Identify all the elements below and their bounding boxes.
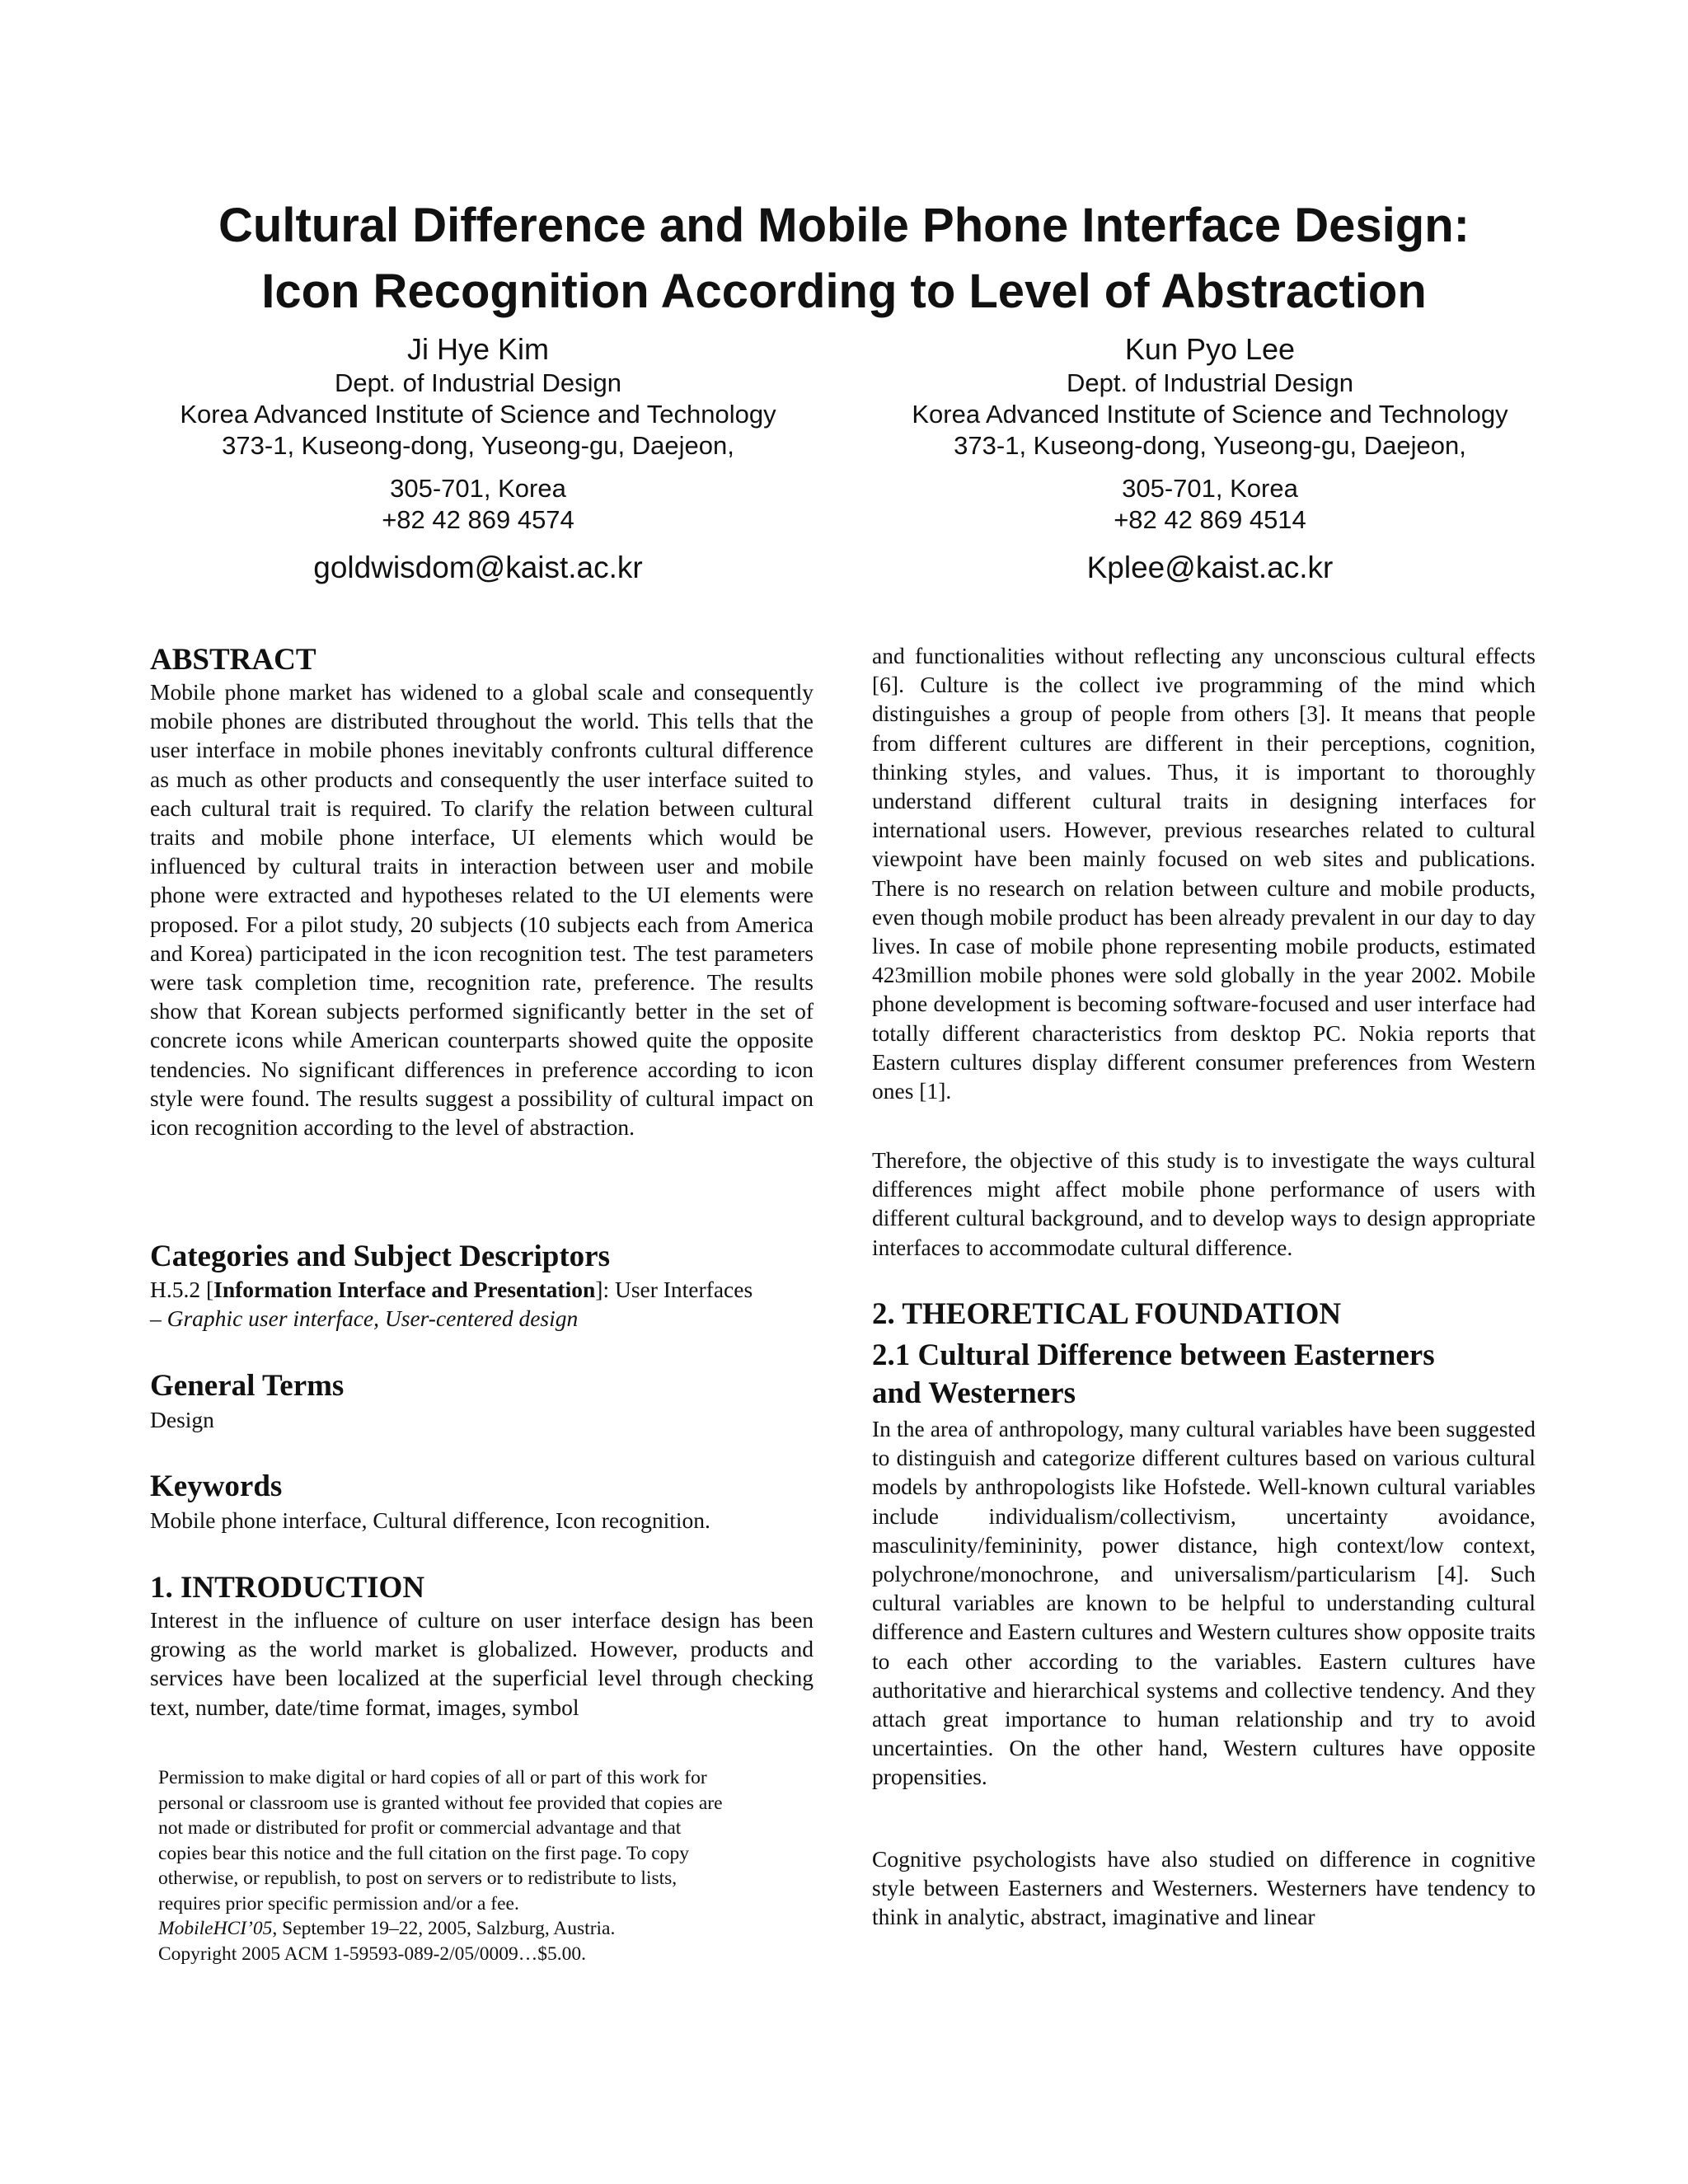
author-dept: Dept. of Industrial Design <box>1066 368 1354 397</box>
author-phone: +82 42 869 4574 <box>382 505 574 534</box>
categories-text <box>150 1275 814 1333</box>
author-institute: Korea Advanced Institute of Science and Technology <box>912 400 1508 429</box>
permission-venue <box>158 1916 809 1942</box>
permission-block <box>158 1765 809 1966</box>
author-name: Kun Pyo Lee <box>1124 332 1296 366</box>
permission-line: copies bear this notice and the full citation on the first page. To copy <box>158 1842 689 1864</box>
section2-text-2: Cognitive psychologists have also studied on difference in cognitive style between Easterners and Westerners. Westerners have tendency to think in analytic, abstract, imaginative and linear <box>872 1846 1536 1930</box>
categories-italic: – Graphic user interface, User-centered design <box>150 1305 579 1332</box>
author-name: Ji Hye Kim <box>406 332 550 366</box>
intro-text-left: Interest in the influence of culture on user interface design has been growing as the world market is globalized. However, products and services have been localized at the superficial level through checking text, number, date/time format, images, symbol <box>150 1607 814 1720</box>
author-postal: 305-701, Korea <box>1122 474 1298 503</box>
permission-line: otherwise, or republish, to post on servers or to redistribute to lists, <box>158 1868 678 1889</box>
abstract-heading: ABSTRACT <box>150 643 316 677</box>
intro-heading: 1. INTRODUCTION <box>150 1571 425 1605</box>
keywords-text: Mobile phone interface, Cultural difference, Icon recognition. <box>150 1507 710 1533</box>
author-address: 373-1, Kuseong-dong, Yuseong-gu, Daejeon, <box>954 431 1466 460</box>
paper-title-line-2: Icon Recognition According to Level of Abstraction <box>261 265 1427 318</box>
keywords-heading: Keywords <box>150 1469 283 1503</box>
permission-line: personal or classroom use is granted without fee provided that copies are <box>158 1792 723 1814</box>
section2-1-heading-line-2: and Westerners <box>872 1376 1076 1410</box>
venue-details: , September 19–22, 2005, Salzburg, Austria. <box>272 1918 616 1939</box>
permission-line: Permission to make digital or hard copies of all or part of this work for <box>158 1767 707 1788</box>
venue-name: MobileHCI’05 <box>158 1918 273 1939</box>
paper-title-line-1: Cultural Difference and Mobile Phone Interface Design: <box>218 199 1470 252</box>
categories-heading: Categories and Subject Descriptors <box>150 1240 610 1273</box>
author-phone: +82 42 869 4514 <box>1114 505 1306 534</box>
categories-rest: ]: User Interfaces <box>595 1277 753 1302</box>
author-postal: 305-701, Korea <box>390 474 566 503</box>
author-email[interactable]: goldwisdom@kaist.ac.kr <box>313 551 643 584</box>
categories-code: H.5.2 [ <box>150 1277 214 1302</box>
general-terms-heading: General Terms <box>150 1369 345 1403</box>
permission-line: not made or distributed for profit or commercial advantage and that <box>158 1817 682 1839</box>
author-institute: Korea Advanced Institute of Science and Technology <box>180 400 776 429</box>
intro-objective: Therefore, the objective of this study is to investigate the ways cultural differences might affect mobile phone performance of users with different cultural background, and to develop ways to design appropriate interfaces to accommodate cultural difference. <box>872 1147 1536 1260</box>
section2-text: In the area of anthropology, many cultural variables have been suggested to distinguish and categorize different cultures based on various cultural models by anthropologists like Hofstede. Well-known cultural variables include individualism/collectivism, uncertainty avoidance, masculinity/femininity, power distance, high context/low context, polychrone/monochrone, and universalism/particularism [4]. Such cultural variables are known to be helpful to understanding cultural difference and Eastern cultures and Western cultures show opposite traits to each other according to the variables. Eastern cultures have authoritative and hierarchical systems and collective tendency. And they attach great importance to human relationship and try to avoid uncertainties. On the other hand, Western cultures have opposite propensities. <box>872 1416 1536 1790</box>
categories-bold: Information Interface and Presentation <box>213 1277 596 1302</box>
section2-1-heading-line-1: 2.1 Cultural Difference between Easterners <box>872 1338 1435 1372</box>
section2-heading: 2. THEORETICAL FOUNDATION <box>872 1297 1342 1331</box>
author-address: 373-1, Kuseong-dong, Yuseong-gu, Daejeon, <box>222 431 734 460</box>
permission-line: requires prior specific permission and/or a fee. <box>158 1892 519 1915</box>
author-email[interactable]: Kplee@kaist.ac.kr <box>1086 551 1334 584</box>
author-dept: Dept. of Industrial Design <box>334 368 622 397</box>
general-terms-text: Design <box>150 1407 214 1432</box>
intro-text-right: and functionalities without reflecting any unconscious cultural effects [6]. Culture is the collect ive programming of the mind which distinguishes a group of people from others [3]. It means that people from different cultures are different in their perceptions, cognition, thinking styles, and values. Thus, it is important to thoroughly understand different cultural traits in designing interfaces for international users. However, previous researches related to cultural viewpoint have been mainly focused on web sites and publications. There is no research on relation between culture and mobile products, even though mobile product has been already prevalent in our day to day lives. In case of mobile phone representing mobile products, estimated 423million mobile phones were sold globally in the year 2002. Mobile phone development is becoming software-focused and user interface had totally different characteristics from desktop PC. Nokia reports that Eastern cultures display different consumer preferences from Western ones [1]. <box>872 643 1536 1104</box>
permission-copyright: Copyright 2005 ACM 1-59593-089-2/05/0009…$5.00. <box>158 1943 586 1965</box>
abstract-text: Mobile phone market has widened to a global scale and consequently mobile phones are distributed throughout the world. This tells that the user interface in mobile phones inevitably confronts cultural difference as much as other products and consequently the user interface suited to each cultural trait is required. To clarify the relation between cultural traits and mobile phone interface, UI elements which would be influenced by cultural traits in interaction between user and mobile phone were extracted and hypotheses related to the UI elements were proposed. For a pilot study, 20 subjects (10 subjects each from America and Korea) participated in the icon recognition test. The test parameters were task completion time, recognition rate, preference. The results show that Korean subjects performed significantly better in the set of concrete icons while American counterparts showed quite the opposite tendencies. No significant differences in preference according to icon style were found. The results suggest a possibility of cultural impact on icon recognition according to the level of abstraction. <box>150 679 814 1141</box>
